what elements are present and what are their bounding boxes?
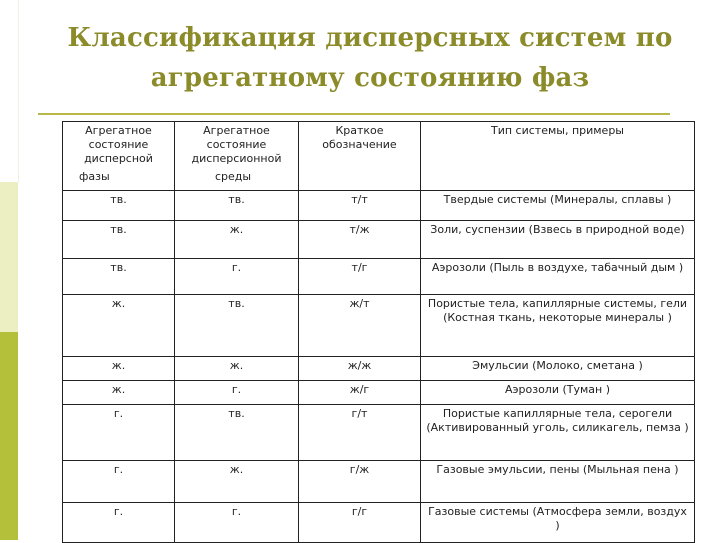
cell-example: Твердые системы (Минералы, сплавы ) [421, 191, 695, 221]
title-divider [38, 113, 670, 115]
cell-medium: г. [175, 259, 299, 295]
side-bar-top [0, 0, 19, 182]
cell-code: ж/т [299, 295, 421, 357]
header-text: Агрегатное [85, 124, 152, 137]
header-short-code [299, 122, 421, 191]
cell-code: г/ж [299, 461, 421, 503]
cell-medium: тв. [175, 191, 299, 221]
cell-phase: г. [63, 405, 175, 461]
cell-example: Аэрозоли (Туман ) [421, 381, 695, 405]
cell-phase: г. [63, 461, 175, 503]
side-bar-middle [0, 182, 18, 332]
header-system-type [421, 122, 695, 191]
title-line-2: агрегатному состоянию фаз [150, 63, 590, 93]
header-text: состояние [206, 138, 267, 151]
table-row [63, 461, 695, 503]
slide-title [40, 18, 700, 98]
cell-medium: г. [175, 381, 299, 405]
header-text: дисперсионной [191, 152, 282, 165]
cell-code: т/ж [299, 221, 421, 259]
table-row [63, 191, 695, 221]
table-row [63, 405, 695, 461]
cell-example: Газовые эмульсии, пены (Мыльная пена ) [421, 461, 695, 503]
cell-phase: ж. [63, 381, 175, 405]
cell-medium: тв. [175, 295, 299, 357]
header-dispersed-phase [63, 122, 175, 169]
cell-example: Газовые системы (Атмосфера земли, воздух ) [421, 503, 695, 543]
table-row [63, 357, 695, 381]
header-sub-phase: фазы [63, 168, 175, 191]
cell-phase: ж. [63, 357, 175, 381]
side-bar-bottom [0, 332, 18, 540]
header-sub-medium: среды [175, 168, 299, 191]
cell-code: т/г [299, 259, 421, 295]
header-text: Агрегатное [203, 124, 270, 137]
header-text: Тип системы, примеры [490, 124, 624, 137]
header-text: обозначение [322, 138, 397, 151]
table-row [63, 221, 695, 259]
header-text: состояние [88, 138, 149, 151]
header-text: Краткое [335, 124, 384, 137]
cell-phase: тв. [63, 191, 175, 221]
table-header-row [63, 122, 695, 169]
cell-phase: тв. [63, 259, 175, 295]
cell-code: г/т [299, 405, 421, 461]
table-body [63, 191, 695, 543]
title-line-1: Классификация дисперсных систем по [67, 23, 673, 53]
cell-code: т/т [299, 191, 421, 221]
cell-code: г/г [299, 503, 421, 543]
cell-code: ж/г [299, 381, 421, 405]
table-row [63, 295, 695, 357]
cell-medium: г. [175, 503, 299, 543]
cell-medium: ж. [175, 221, 299, 259]
header-text: дисперсной [84, 152, 153, 165]
table-row [63, 259, 695, 295]
classification-table [62, 121, 695, 543]
cell-example: Пористые капиллярные тела, серогели (Активированный уголь, силикагель, пемза ) [421, 405, 695, 461]
table-row [63, 381, 695, 405]
cell-medium: ж. [175, 461, 299, 503]
cell-phase: тв. [63, 221, 175, 259]
cell-code: ж/ж [299, 357, 421, 381]
cell-medium: ж. [175, 357, 299, 381]
cell-phase: ж. [63, 295, 175, 357]
cell-medium: тв. [175, 405, 299, 461]
header-dispersion-medium [175, 122, 299, 169]
cell-example: Пористые тела, капиллярные системы, гели (Костная ткань, некоторые минералы ) [421, 295, 695, 357]
cell-example: Золи, суспензии (Взвесь в природной воде) [421, 221, 695, 259]
cell-example: Аэрозоли (Пыль в воздухе, табачный дым ) [421, 259, 695, 295]
table-row [63, 503, 695, 543]
cell-phase: г. [63, 503, 175, 543]
cell-example: Эмульсии (Молоко, сметана ) [421, 357, 695, 381]
